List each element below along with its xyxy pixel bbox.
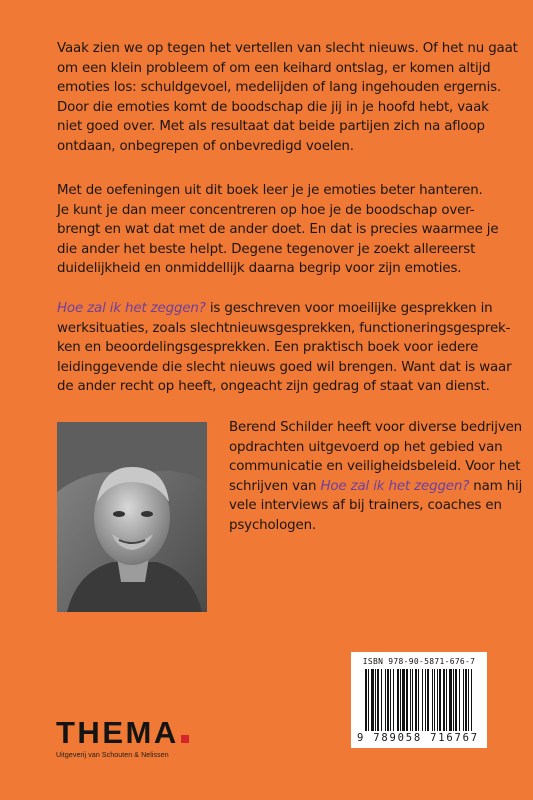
text-line: Met de oefeningen uit dit boek leer je je emoties beter hanteren.	[57, 183, 483, 198]
text-line: ken en beoordelingsgesprekken. Een praktisch boek voor iedere	[57, 340, 479, 355]
author-photo	[57, 422, 207, 612]
book-purpose-paragraph	[57, 299, 511, 397]
text-line: Door die emoties komt de boodschap die jij in je hoofd hebt, vaak	[57, 99, 489, 115]
text-fragment: nam hij	[469, 478, 523, 494]
logo-dot-icon	[181, 735, 189, 743]
ean-digits: 9 789058 716767	[357, 732, 479, 744]
text-fragment: is geschreven voor moeilijke gesprekken in	[205, 301, 493, 316]
barcode-bars	[365, 669, 473, 731]
text-line	[57, 299, 511, 319]
text-line: die ander het beste helpt. Degene tegenover je zoekt allereerst	[57, 241, 476, 257]
text-line: werksituaties, zoals slechtnieuwsgesprekken, functioneringsgesprek-	[57, 320, 511, 336]
text-line: om een klein probleem of om een keihard ontslag, er komen altijd	[57, 60, 491, 76]
text-line	[229, 477, 522, 497]
method-paragraph	[57, 181, 498, 279]
text-fragment: schrijven van	[229, 478, 321, 494]
publisher-logo	[56, 717, 189, 759]
text-line: duidelijkheid en onmiddellijk daarna begrip voor zijn emoties.	[57, 261, 462, 276]
book-title-mention: Hoe zal ik het zeggen?	[57, 301, 206, 316]
text-line: vele interviews af bij trainers, coaches en	[229, 498, 502, 513]
barcode-box	[351, 652, 487, 748]
logo-wordmark: THEMA	[56, 715, 179, 750]
text-line: communicatie en veiligheidsbeleid. Voor het	[229, 459, 521, 474]
intro-paragraph	[57, 39, 518, 156]
text-line: de ander recht op heeft, ongeacht zijn gedrag of staat van dienst.	[57, 379, 490, 394]
text-line: Berend Schilder heeft voor diverse bedrijven	[229, 420, 523, 435]
text-line: ontdaan, onbegrepen of onbevredigd voelen.	[57, 138, 354, 154]
text-line: Je kunt je dan meer concentreren op hoe je de boodschap over-	[57, 202, 475, 218]
text-line: psychologen.	[229, 517, 317, 533]
publisher-tagline: Uitgeverij van Schouten & Nelissen	[56, 752, 169, 759]
text-line: leidinggevende die slecht nieuws goed wil brengen. Want dat is waar	[57, 359, 512, 375]
text-line: emoties los: schuldgevoel, medelijden of lang ingehouden ergernis.	[57, 80, 502, 95]
text-line: niet goed over. Met als resultaat dat beide partijen zich na afloop	[57, 119, 485, 134]
text-line: brengt en wat dat met de ander doet. En dat is precies waarmee je	[57, 222, 499, 237]
isbn-label: ISBN 978-90-5871-676-7	[362, 657, 476, 666]
text-line: opdrachten uitgevoerd op het gebied van	[229, 439, 503, 455]
text-line: Vaak zien we op tegen het vertellen van slecht nieuws. Of het nu gaat	[57, 41, 518, 56]
book-title-mention: Hoe zal ik het zeggen?	[320, 478, 470, 494]
author-bio	[229, 418, 522, 535]
